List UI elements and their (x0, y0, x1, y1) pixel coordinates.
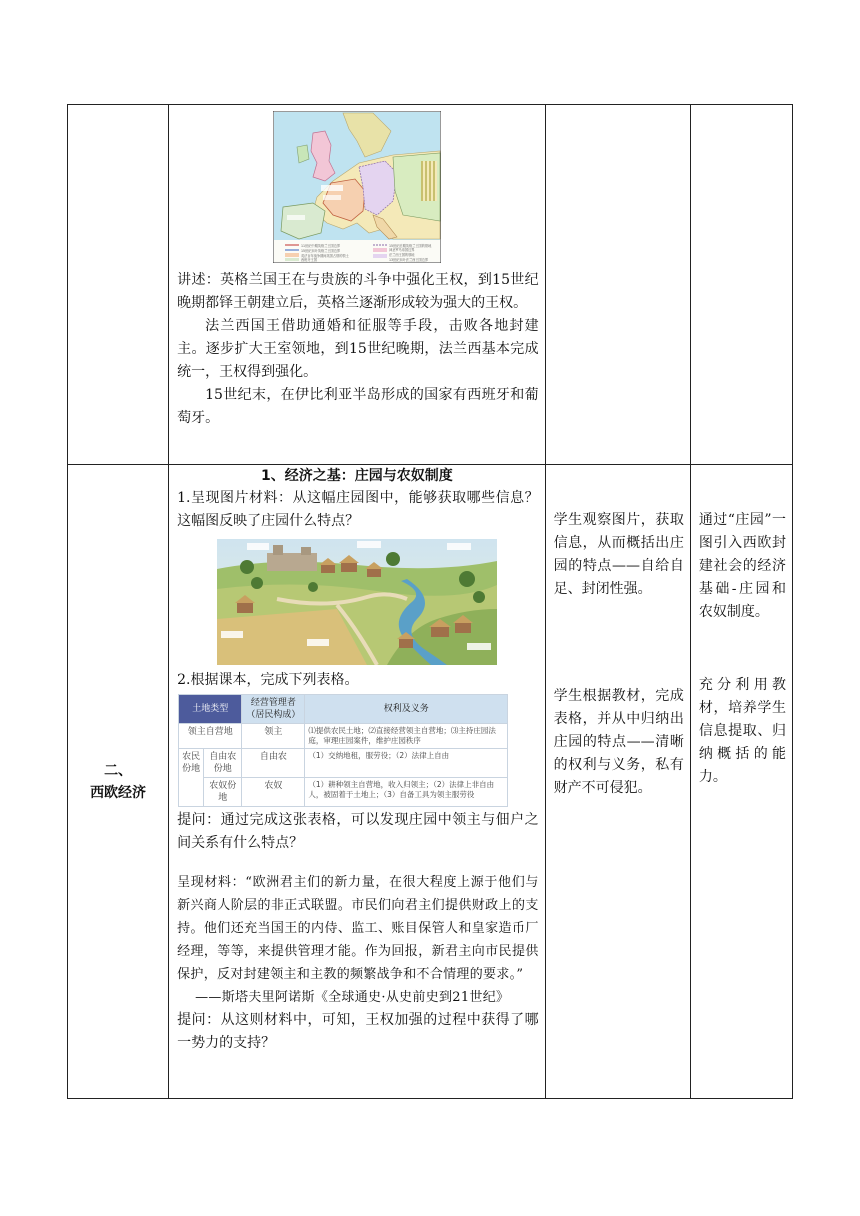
design-intent-cell (690, 465, 792, 1099)
question-2: 2.根据课本，完成下列表格。 (177, 672, 359, 688)
mini-table-cell: 自由农 (242, 749, 305, 778)
lecture-paragraph: 讲述：英格兰国王在与贵族的斗争中强化王权，到15世纪晚期都铎王朝建立后，英格兰逐渐形成较为强大的王权。 (177, 272, 539, 311)
lecture-paragraph: 15世纪末，在伊比利亚半岛形成的国家有西班牙和葡萄牙。 (177, 387, 539, 426)
mini-table-cell: 农奴份地 (204, 778, 242, 807)
mini-table-cell: 自由农份地 (204, 749, 242, 778)
subsection-heading: 1、经济之基：庄园与农奴制度 (261, 468, 453, 484)
mini-table-cell: 领主 (242, 724, 305, 749)
student-activity-cell (545, 465, 690, 1099)
manor-rights-table (178, 694, 508, 807)
map-legend-item: 英法百年战争期间英国占领的领土 (300, 254, 349, 258)
section-title: 西欧经济 (90, 784, 147, 801)
map-legend-item: 13世纪末叶法兰西王国边界 (388, 258, 428, 262)
section-number: 二、 (104, 762, 133, 779)
question-4: 提问：从这则材料中，可知，王权加强的过程中获得了哪一势力的支持？ (177, 1012, 539, 1051)
design-intent-1: 通过“庄园”一图引入西欧封建社会的经济基础-庄园和农奴制度。 (698, 512, 786, 620)
europe-map-image (273, 111, 441, 263)
mini-table-header: 经营管理者（居民构成） (242, 695, 305, 724)
student-activity-cell-empty (545, 105, 690, 465)
mini-table-cell: 农奴 (242, 778, 305, 807)
map-legend-item: 法兰西王国的领地 (388, 253, 415, 257)
material-quote: 呈现材料：“欧洲君主们的新力量，在很大程度上源于他们与新兴商人阶层的非正式联盟。市民们向君主们提供财政上的支持。他们还充当国王的内侍、监工、账目保管人和皇家造币厂经理，等等，来提供管理才能。作为回报，新君主向市民提供保护，反对封建领主和主教的频繁战争和不合情理的要求。” (177, 875, 539, 982)
lesson-plan-table (67, 104, 793, 1099)
material-source: ——斯塔夫里阿诺斯《全球通史·从史前史到21世纪》 (195, 990, 510, 1005)
teacher-activity-cell (169, 105, 546, 465)
mini-table-cell: （1）交纳地租，服劳役；（2）法律上自由 (305, 749, 508, 778)
map-legend-item: 15世纪末叶英格兰王国边界 (300, 249, 340, 253)
mini-table-header: 土地类型 (179, 695, 242, 724)
section-cell-empty (68, 105, 169, 465)
map-legend-item: 神圣罗马帝国边界 (388, 248, 415, 252)
design-intent-2: 充分利用教材，培养学生信息提取、归纳概括的能力。 (698, 677, 786, 785)
map-legend-item: 西班牙王国 (300, 258, 317, 262)
manor-illustration (217, 539, 497, 665)
teacher-activity-cell (169, 465, 546, 1099)
map-legend-item: 15世纪后期英格兰王国的领地 (388, 244, 432, 248)
mini-table-header: 权利及义务 (305, 695, 508, 724)
design-intent-cell-empty (690, 105, 792, 465)
student-activity-1: 学生观察图片，获取信息，从而概括出庄园的特点——自给自足、封闭性强。 (553, 512, 684, 597)
student-activity-2: 学生根据教材，完成表格，并从中归纳出庄园的特点——清晰的权利与义务，私有财产不可侵犯。 (553, 688, 684, 796)
table-row (68, 105, 793, 465)
mini-table-group-label: 农民份地 (179, 749, 204, 807)
mini-table-cell: 领主自营地 (179, 724, 242, 749)
mini-table-cell: （1）耕种领主自营地，收入归领主；（2）法律上非自由人，被固着于土地上；（3）自备工具为领主服劳役 (305, 778, 508, 807)
question-3: 提问：通过完成这张表格，可以发现庄园中领主与佃户之间关系有什么特点？ (177, 812, 539, 851)
mini-table-cell: ⑴提供农民土地；⑵直接经营领主自营地；⑶主持庄园法庭，审理庄园案件，维护庄园秩序 (305, 724, 508, 749)
table-row (68, 465, 793, 1099)
lecture-paragraph: 法兰西国王借助通婚和征服等手段，击败各地封建主。逐步扩大王室领地，到15世纪晚期，法兰西基本完成统一，王权得到强化。 (177, 318, 539, 380)
section-cell (68, 465, 169, 1099)
map-legend-item: 11世纪中期英格兰王国边界 (300, 244, 340, 248)
question-1: 1.呈现图片材料：从这幅庄园图中，能够获取哪些信息？这幅图反映了庄园什么特点？ (177, 490, 539, 529)
